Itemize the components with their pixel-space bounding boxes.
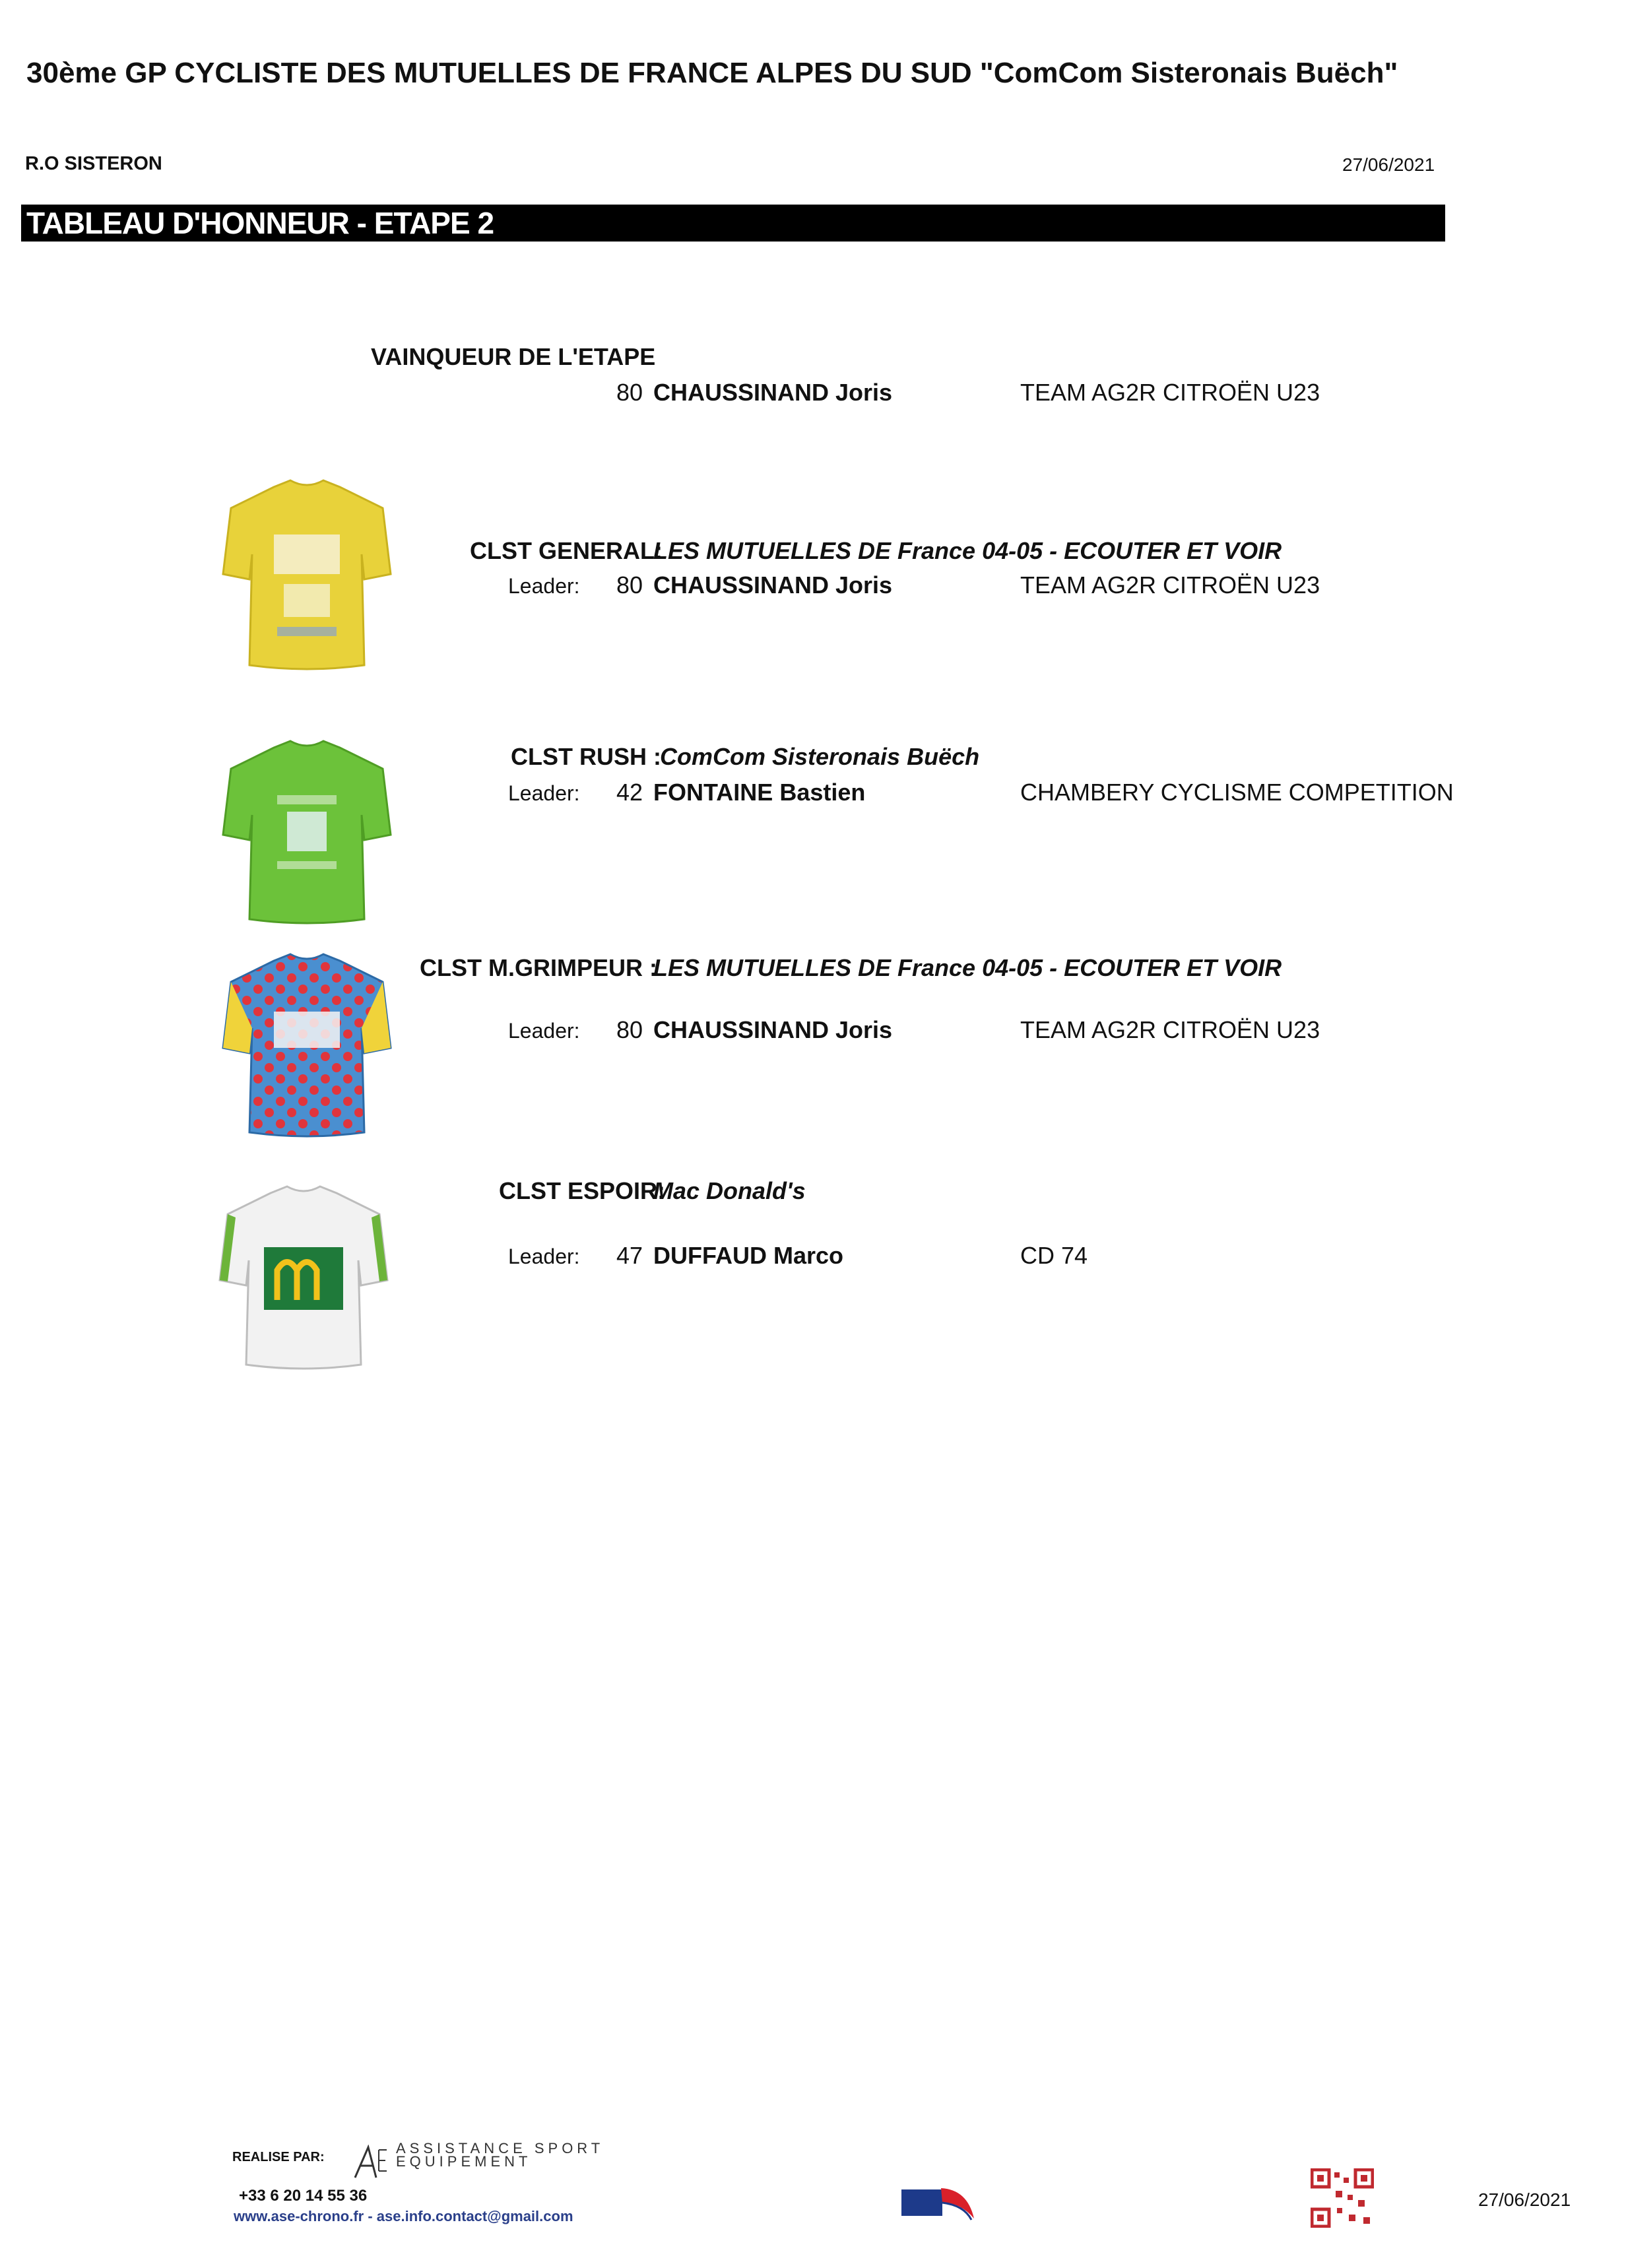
qr-code-icon [1311, 2168, 1374, 2228]
rush-classification-sponsor: ComCom Sisteronais Buëch [660, 743, 980, 770]
general-leader-name: CHAUSSINAND Joris [653, 571, 893, 599]
mountain-leader-label: Leader: [508, 1019, 580, 1043]
federation-logo-icon [901, 2183, 981, 2222]
document-title: 30ème GP CYCLISTE DES MUTUELLES DE FRANCE ALPES DU SUD "ComCom Sisteronais Buëch" [26, 57, 1398, 89]
polka-dot-jersey-icon [218, 949, 396, 1140]
young-leader-team: CD 74 [1020, 1242, 1088, 1269]
general-classification-label: CLST GENERAL: [470, 537, 663, 564]
young-classification-label: CLST ESPOIR: [499, 1177, 666, 1204]
footer-realise-label: REALISE PAR: [232, 2150, 325, 2164]
mountain-classification-label: CLST M.GRIMPEUR : [420, 954, 657, 981]
young-leader-label: Leader: [508, 1245, 580, 1268]
stage-winner-number: 80 [616, 379, 643, 406]
rush-leader-number: 42 [616, 779, 643, 806]
rush-leader-team: CHAMBERY CYCLISME COMPETITION [1020, 779, 1454, 806]
stage-winner-team: TEAM AG2R CITROËN U23 [1020, 379, 1320, 406]
green-jersey-icon [218, 736, 396, 927]
rush-classification-label: CLST RUSH : [511, 743, 661, 770]
mountain-leader-number: 80 [616, 1016, 643, 1043]
general-leader-team: TEAM AG2R CITROËN U23 [1020, 571, 1320, 599]
white-jersey-icon [214, 1181, 393, 1373]
young-leader-number: 47 [616, 1242, 643, 1269]
general-classification-sponsor: LES MUTUELLES DE France 04-05 - ECOUTER ET VOIR [653, 537, 1282, 564]
stage-winner-name: CHAUSSINAND Joris [653, 379, 893, 406]
footer-company: ASSISTANCE SPORT EQUIPEMENT [396, 2140, 604, 2170]
footer-date: 27/06/2021 [1478, 2189, 1571, 2210]
header-date: 27/06/2021 [1342, 154, 1435, 175]
mountain-leader-name: CHAUSSINAND Joris [653, 1016, 893, 1043]
rush-leader-name: FONTAINE Bastien [653, 779, 866, 806]
mountain-leader-team: TEAM AG2R CITROËN U23 [1020, 1016, 1320, 1043]
general-leader-label: Leader: [508, 574, 580, 598]
stage-winner-label: VAINQUEUR DE L'ETAPE [371, 343, 656, 370]
young-leader-name: DUFFAUD Marco [653, 1242, 844, 1269]
footer-phone: +33 6 20 14 55 36 [239, 2187, 368, 2205]
young-classification-sponsor: Mac Donald's [653, 1177, 806, 1204]
honor-board-banner: TABLEAU D'HONNEUR - ETAPE 2 [21, 205, 1445, 242]
rush-leader-label: Leader: [508, 781, 580, 805]
general-leader-number: 80 [616, 571, 643, 599]
mountain-classification-sponsor: LES MUTUELLES DE France 04-05 - ECOUTER ET VOIR [653, 954, 1282, 981]
yellow-jersey-icon [218, 475, 396, 673]
organizer: R.O SISTERON [25, 153, 162, 174]
footer-web: www.ase-chrono.fr - ase.info.contact@gmail.com [234, 2208, 573, 2224]
ase-logo-icon [350, 2145, 389, 2180]
